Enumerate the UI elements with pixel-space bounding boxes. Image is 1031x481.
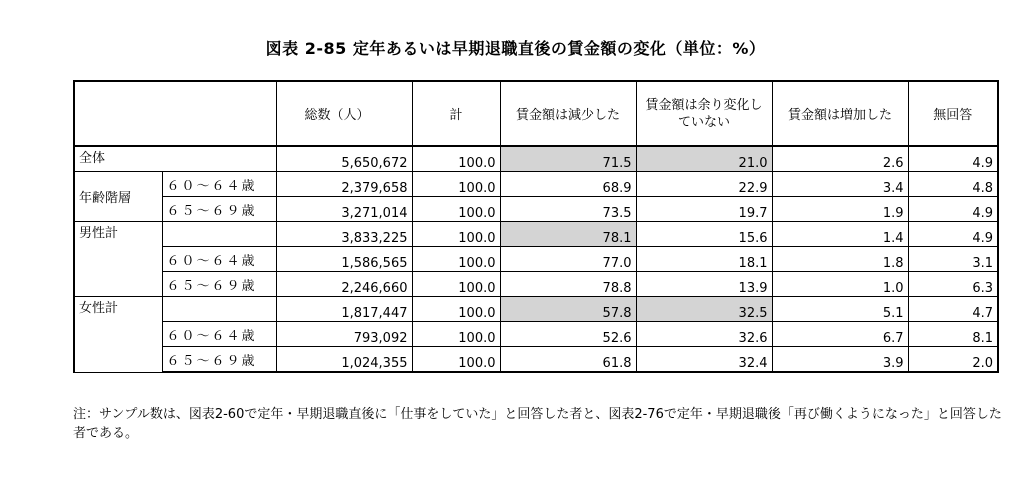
- cell-unchanged: 22.9: [636, 172, 772, 197]
- cell-count: 5,650,672: [276, 146, 412, 172]
- cell-sum: 100.0: [412, 172, 500, 197]
- row-sublabel: ６０～６４歳: [162, 247, 276, 272]
- cell-count: 1,817,447: [276, 297, 412, 322]
- cell-sum: 100.0: [412, 146, 500, 172]
- header-no-answer: 無回答: [908, 81, 998, 146]
- cell-increased: 1.4: [772, 222, 908, 247]
- cell-sum: 100.0: [412, 272, 500, 297]
- cell-no-answer: 4.7: [908, 297, 998, 322]
- cell-no-answer: 4.9: [908, 197, 998, 222]
- cell-unchanged: 18.1: [636, 247, 772, 272]
- table-row: [74, 146, 998, 172]
- cell-unchanged: 32.6: [636, 322, 772, 347]
- cell-no-answer: 8.1: [908, 322, 998, 347]
- cell-sum: 100.0: [412, 322, 500, 347]
- wage-change-table: [73, 80, 999, 373]
- cell-decreased: 73.5: [500, 197, 636, 222]
- cell-no-answer: 4.9: [908, 146, 998, 172]
- cell-increased: 3.4: [772, 172, 908, 197]
- cell-unchanged: 21.0: [636, 146, 772, 172]
- header-increased: 賃金額は増加した: [772, 81, 908, 146]
- cell-no-answer: 4.9: [908, 222, 998, 247]
- header-blank: [74, 81, 276, 146]
- cell-decreased: 52.6: [500, 322, 636, 347]
- row-label: 年齢階層: [74, 172, 162, 222]
- cell-no-answer: 4.8: [908, 172, 998, 197]
- table-row: [74, 272, 998, 297]
- cell-no-answer: 3.1: [908, 247, 998, 272]
- row-sublabel: ６５～６９歳: [162, 197, 276, 222]
- table-row: [74, 322, 998, 347]
- cell-no-answer: 6.3: [908, 272, 998, 297]
- cell-no-answer: 2.0: [908, 347, 998, 373]
- table-row: [74, 197, 998, 222]
- cell-increased: 3.9: [772, 347, 908, 373]
- table-note: 注：サンプル数は、図表2-60で定年・早期退職直後に「仕事をしていた」と回答した者と、図表2-76で定年・早期退職後「再び働くようになった」と回答した者である。: [73, 407, 1002, 441]
- table-row: [74, 297, 998, 322]
- cell-count: 2,379,658: [276, 172, 412, 197]
- row-label: 全体: [74, 146, 276, 172]
- header-unchanged: 賃金額は余り変化していない: [636, 81, 772, 146]
- cell-unchanged: 15.6: [636, 222, 772, 247]
- cell-decreased: 77.0: [500, 247, 636, 272]
- cell-decreased: 78.1: [500, 222, 636, 247]
- cell-increased: 5.1: [772, 297, 908, 322]
- cell-unchanged: 32.4: [636, 347, 772, 373]
- cell-count: 2,246,660: [276, 272, 412, 297]
- cell-sum: 100.0: [412, 197, 500, 222]
- table-row: [74, 247, 998, 272]
- cell-sum: 100.0: [412, 297, 500, 322]
- cell-count: 1,024,355: [276, 347, 412, 373]
- row-label: 女性計: [74, 297, 162, 373]
- row-sublabel: [162, 297, 276, 322]
- row-sublabel: ６０～６４歳: [162, 172, 276, 197]
- cell-decreased: 78.8: [500, 272, 636, 297]
- cell-increased: 1.8: [772, 247, 908, 272]
- table-row: [74, 172, 998, 197]
- table-title: 図表 2-85 定年あるいは早期退職直後の賃金額の変化（単位：%）: [265, 39, 766, 58]
- cell-sum: 100.0: [412, 247, 500, 272]
- table-row: [74, 222, 998, 247]
- row-label: 男性計: [74, 222, 162, 297]
- cell-unchanged: 32.5: [636, 297, 772, 322]
- cell-count: 1,586,565: [276, 247, 412, 272]
- cell-unchanged: 13.9: [636, 272, 772, 297]
- row-sublabel: [162, 222, 276, 247]
- row-sublabel: ６０～６４歳: [162, 322, 276, 347]
- cell-count: 793,092: [276, 322, 412, 347]
- cell-decreased: 68.9: [500, 172, 636, 197]
- cell-decreased: 71.5: [500, 146, 636, 172]
- row-sublabel: ６５～６９歳: [162, 272, 276, 297]
- cell-sum: 100.0: [412, 222, 500, 247]
- cell-increased: 1.9: [772, 197, 908, 222]
- cell-increased: 6.7: [772, 322, 908, 347]
- row-sublabel: ６５～６９歳: [162, 347, 276, 373]
- cell-count: 3,271,014: [276, 197, 412, 222]
- cell-increased: 2.6: [772, 146, 908, 172]
- cell-count: 3,833,225: [276, 222, 412, 247]
- header-total-count: 総数（人）: [276, 81, 412, 146]
- header-row: [74, 81, 998, 146]
- cell-increased: 1.0: [772, 272, 908, 297]
- table-row: [74, 347, 998, 373]
- cell-decreased: 61.8: [500, 347, 636, 373]
- header-decreased: 賃金額は減少した: [500, 81, 636, 146]
- cell-decreased: 57.8: [500, 297, 636, 322]
- header-sum: 計: [412, 81, 500, 146]
- cell-sum: 100.0: [412, 347, 500, 373]
- cell-unchanged: 19.7: [636, 197, 772, 222]
